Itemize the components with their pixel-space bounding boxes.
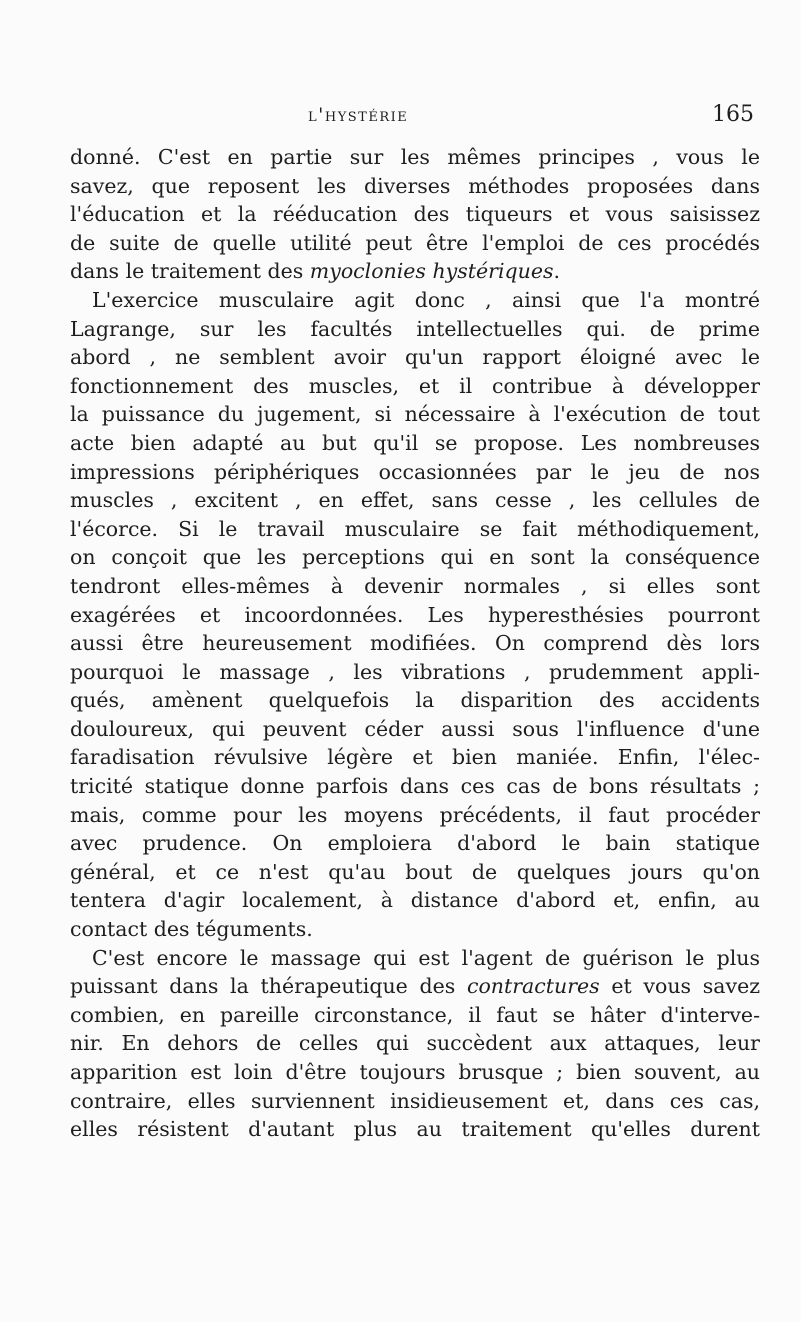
text-line <box>70 429 760 458</box>
text-segment: la puissance du jugement, si nécessaire à l'exécution de tout <box>70 402 760 427</box>
text-segment: Lagrange, sur les facultés intellectuelles qui. de prime <box>70 316 760 341</box>
text-segment: l'éducation et la rééducation des tiqueurs et vous saisissez <box>70 202 760 227</box>
text-line <box>70 1115 760 1144</box>
text-line <box>70 200 760 229</box>
text-segment: on conçoit que les perceptions qui en sont la conséquence <box>70 545 760 570</box>
text-segment: contraire, elles surviennent insidieusement et, dans ces cas, <box>70 1088 760 1113</box>
text-line <box>70 629 760 658</box>
text-line <box>70 343 760 372</box>
text-segment: muscles , excitent , en effet, sans cesse , les cellules de <box>70 488 760 513</box>
text-segment: abord , ne semblent avoir qu'un rapport éloigné avec le <box>70 345 760 370</box>
italic-term: myoclonies hystériques <box>309 259 554 284</box>
text-line <box>70 743 760 772</box>
page-number: 165 <box>712 102 754 127</box>
text-segment: nir. En dehors de celles qui succèdent aux attaques, leur <box>70 1031 760 1056</box>
text-line <box>70 801 760 830</box>
text-line <box>70 572 760 601</box>
text-segment: l'écorce. Si le travail musculaire se fait méthodiquement, <box>70 516 760 541</box>
text-line <box>70 400 760 429</box>
text-line <box>70 1058 760 1087</box>
text-line <box>70 944 760 973</box>
text-line <box>70 601 760 630</box>
text-line <box>70 543 760 572</box>
text-segment: C'est encore le massage qui est l'agent de guérison le plus <box>92 945 760 970</box>
text-line <box>70 286 760 315</box>
text-segment: mais, comme pour les moyens précédents, il faut procéder <box>70 802 760 827</box>
text-line <box>70 772 760 801</box>
text-segment: et vous savez <box>599 974 760 999</box>
text-line <box>70 886 760 915</box>
text-segment: contact des téguments. <box>70 917 313 942</box>
text-segment: combien, en pareille circonstance, il faut se hâter d'interve- <box>70 1002 760 1027</box>
text-segment: faradisation révulsive légère et bien maniée. Enfin, l'élec- <box>70 745 760 770</box>
text-segment: aussi être heureusement modifiées. On comprend dès lors <box>70 631 760 656</box>
text-line <box>70 515 760 544</box>
text-line <box>70 972 760 1001</box>
text-segment: tendront elles-mêmes à devenir normales , si elles sont <box>70 573 760 598</box>
text-segment: tricité statique donne parfois dans ces cas de bons résultats ; <box>70 774 760 799</box>
text-segment: pourquoi le massage , les vibrations , prudemment appli- <box>70 659 760 684</box>
text-segment: de suite de quelle utilité peut être l'emploi de ces procédés <box>70 230 760 255</box>
text-segment: donné. C'est en partie sur les mêmes principes , vous le <box>70 145 760 169</box>
text-line <box>70 715 760 744</box>
text-segment: . <box>553 259 561 284</box>
text-segment: L'exercice musculaire agit donc , ainsi que l'a montré <box>92 287 760 312</box>
text-line <box>70 372 760 401</box>
text-segment: apparition est loin d'être toujours brusque ; bien souvent, au <box>70 1060 760 1084</box>
text-segment: qués, amènent quelquefois la disparition des accidents <box>70 688 760 713</box>
text-line <box>70 257 760 286</box>
text-line <box>70 1087 760 1116</box>
text-segment: savez, que reposent les diverses méthodes proposées dans <box>70 173 760 198</box>
text-line <box>70 1001 760 1030</box>
text-segment: acte bien adapté au but qu'il se propose. Les nombreuses <box>70 430 760 455</box>
text-line <box>70 315 760 344</box>
text-line <box>70 172 760 201</box>
text-segment: douloureux, qui peuvent céder aussi sous l'influence d'une <box>70 716 760 741</box>
text-line <box>70 686 760 715</box>
text-line <box>70 1029 760 1058</box>
text-line <box>70 829 760 858</box>
text-segment: elles résistent d'autant plus au traitement qu'elles durent <box>70 1117 760 1142</box>
running-head <box>70 104 754 134</box>
body-text <box>70 143 760 1144</box>
text-line <box>70 143 760 172</box>
text-segment: impressions périphériques occasionnées par le jeu de nos <box>70 459 760 484</box>
text-line <box>70 658 760 687</box>
text-line <box>70 229 760 258</box>
running-title: l'hystérie <box>308 104 409 126</box>
text-segment: dans le traitement des <box>70 259 310 284</box>
text-line <box>70 486 760 515</box>
text-segment: fonctionnement des muscles, et il contribue à développer <box>70 373 760 398</box>
italic-term: contractures <box>466 974 600 999</box>
text-line <box>70 458 760 487</box>
text-line <box>70 915 760 944</box>
text-segment: puissant dans la thérapeutique des <box>70 974 467 999</box>
text-segment: tentera d'agir localement, à distance d'abord et, enfin, au <box>70 888 760 913</box>
text-segment: général, et ce n'est qu'au bout de quelques jours qu'on <box>70 859 760 884</box>
text-segment: exagérées et incoordonnées. Les hyperesthésies pourront <box>70 602 760 627</box>
text-line <box>70 858 760 887</box>
text-segment: avec prudence. On emploiera d'abord le bain statique <box>70 831 760 856</box>
